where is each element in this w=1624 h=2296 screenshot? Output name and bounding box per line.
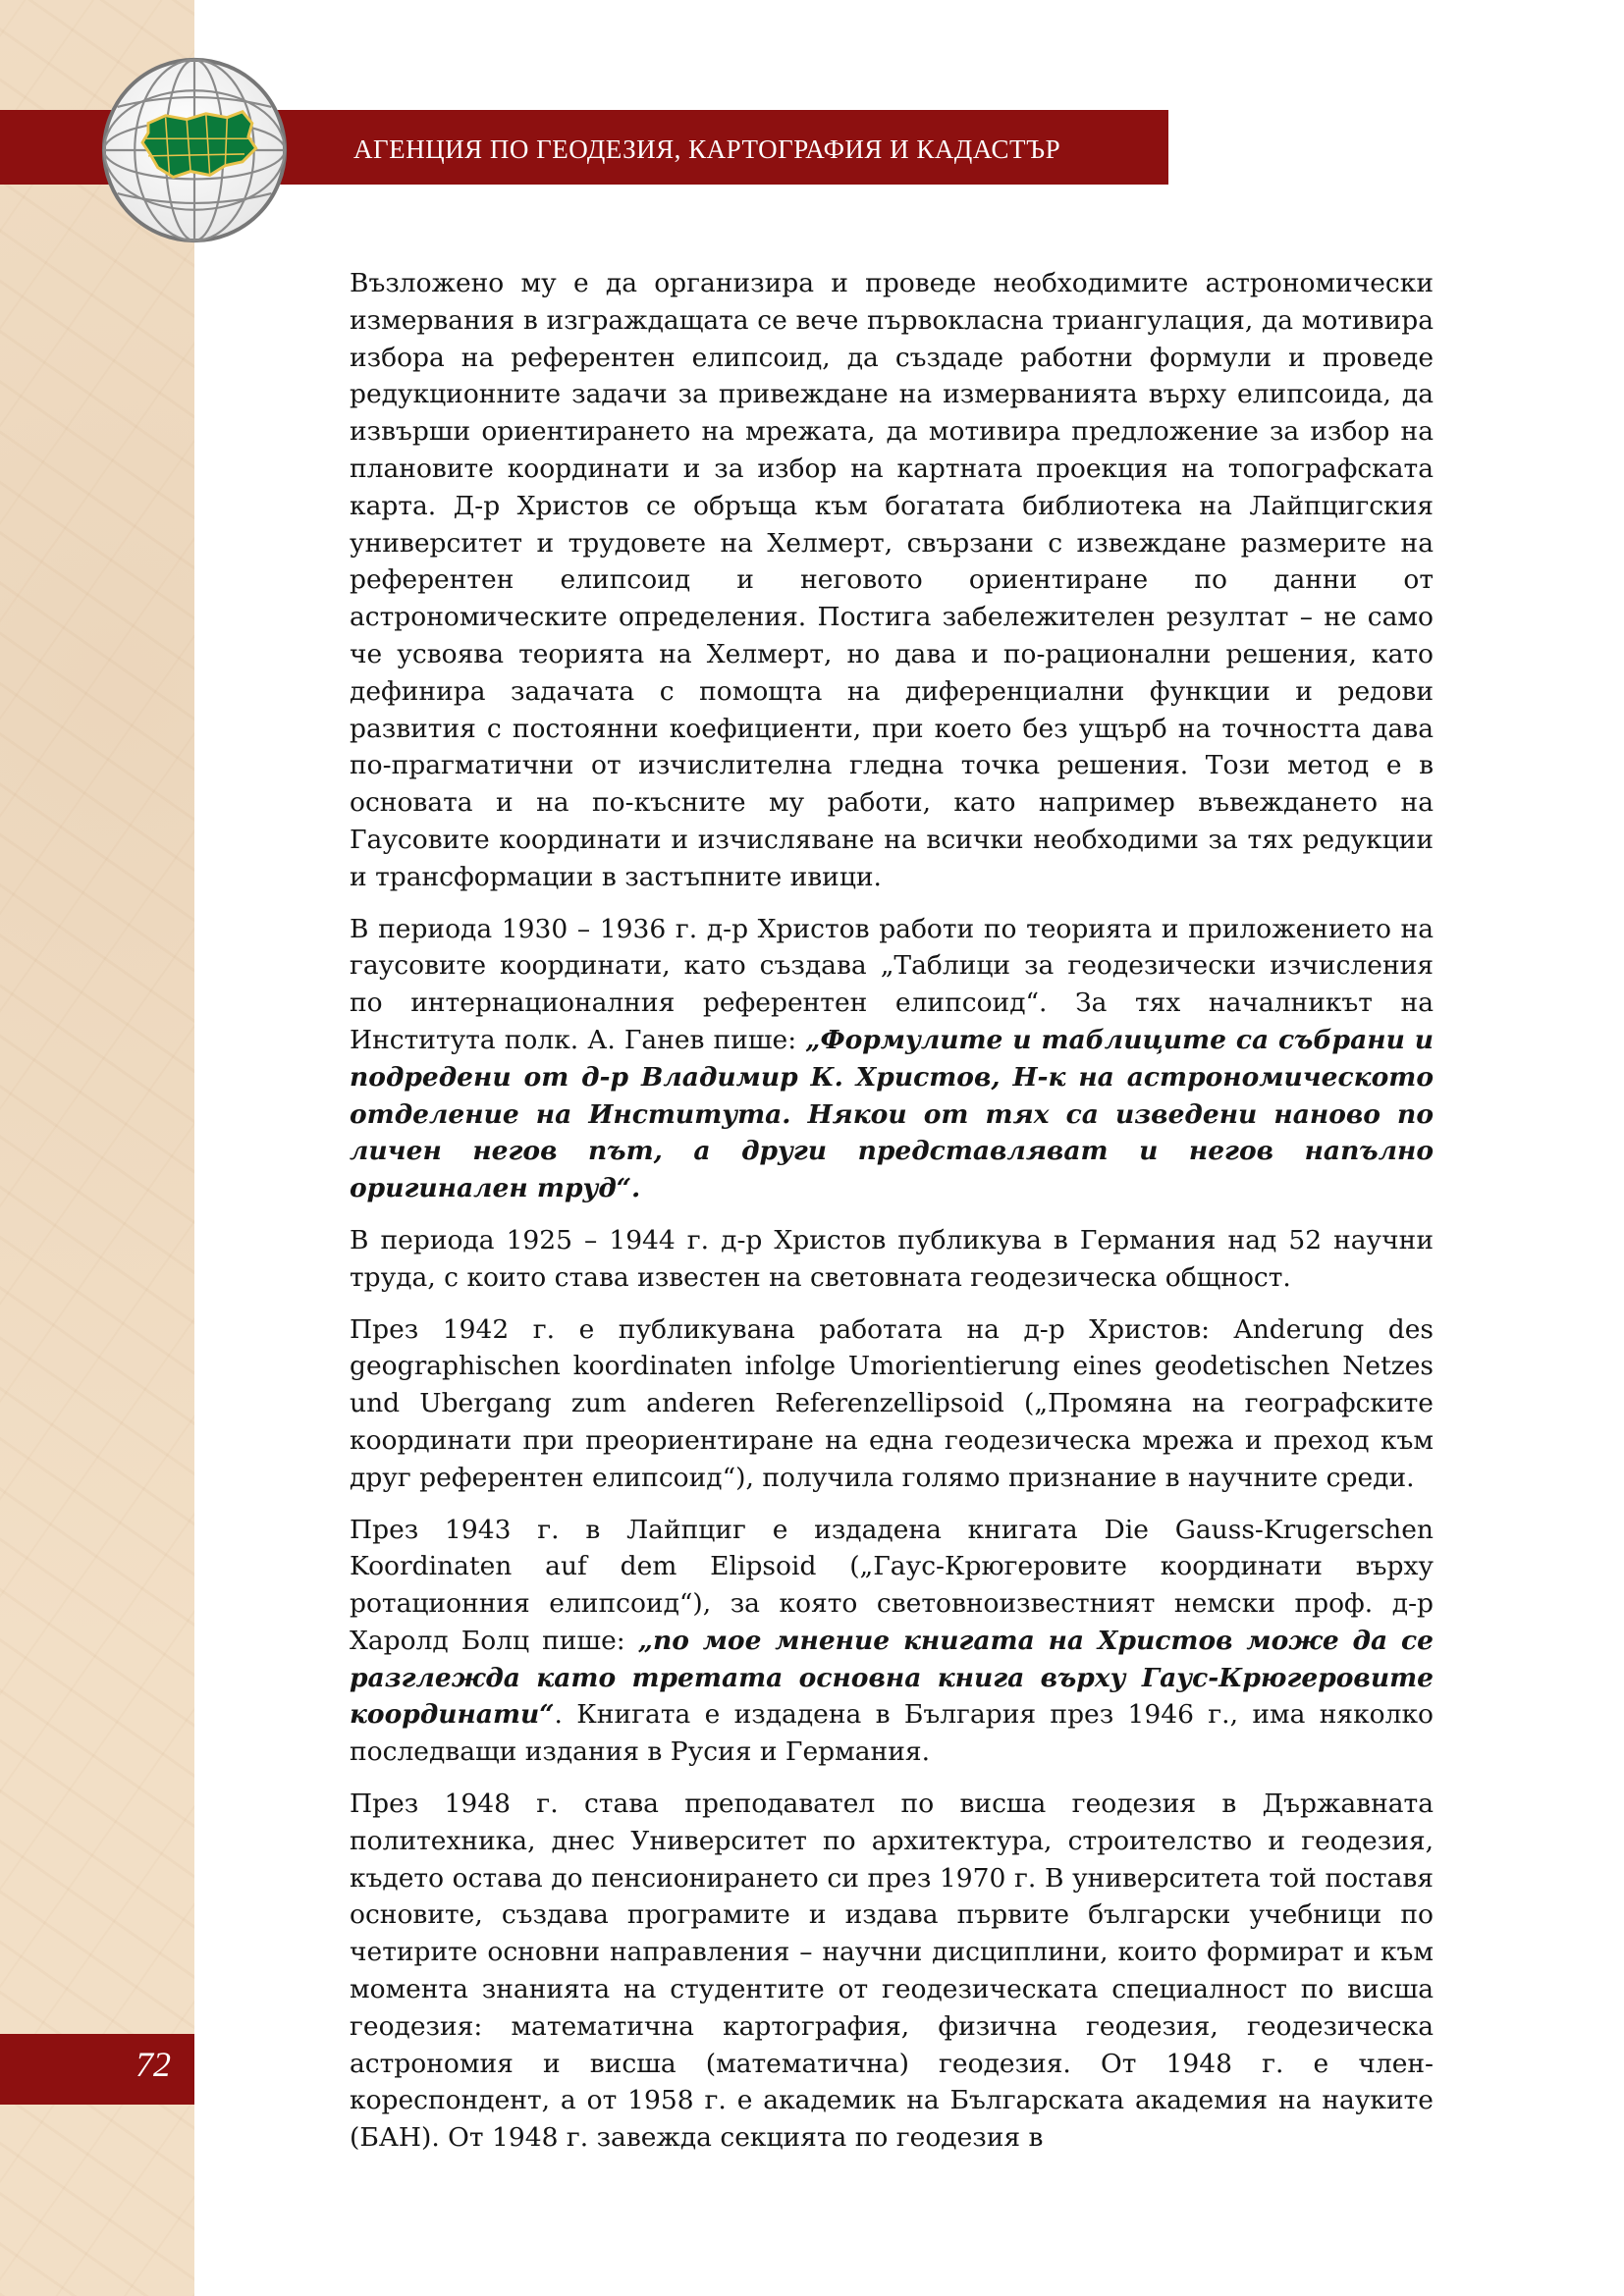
globe-with-bulgaria-map-icon bbox=[98, 54, 291, 246]
paragraph bbox=[350, 911, 1434, 1207]
paragraph-text: . Книгата е издадена в България през 1946 г., има няколко последващи издания в Русия и Германия. bbox=[350, 1699, 1434, 1768]
paragraph: През 1942 г. е публикувана работата на д-р Христов: Anderung des geographischen koordinaten infolge Umorientierung eines geodetischen Netzes und Ubergang zum anderen Referenzellipsoid („Промяна на географските координати при преориентиране на една геодезическа мрежа и преход към друг референтен елипсоид“), получила голямо признание в научните среди. bbox=[350, 1313, 1434, 1493]
paragraph-text: През 1943 г. в Лайпциг е издадена книгата Die Gauss-Krugerschen Koordinaten auf dem Elipsoid („Гаус-Крюгеровите координати върху ротационния елипсоид“), за която световноизвестният немски проф. д-р Харолд Болц пише: bbox=[350, 1514, 1434, 1656]
paragraph: Възложено му е да организира и проведе необходимите астрономически измервания в изграждащата се вече първокласна триангулация, да мотивира избора на референтен елипсоид, да създаде работни формули и проведе редукционните задачи за привеждане на измерванията върху елипсоида, да извърши ориентирането на мрежата, да мотивира предложение за избор на плановите координати и за избор на картната проекция на топографската карта. Д-р Христов се обръща към богатата библиотека на Лайпцигския университет и трудовете на Хелмерт, свързани с извеждане размерите на референтен елипсоид и неговото ориентиране по данни от астрономическите определения. Постига забележителен резултат – не само че усвоява теорията на Хелмерт, но дава и по-рационални решения, като дефинира задачата с помощта на диференциални функции и редови развития с постоянни коефициенти, при което без ущърб на точността дава по-прагматични от изчислителна гледна точка решения. Този метод е в основата и на по-късните му работи, като например въвеждането на Гаусовите координати и изчисляване на всички необходими за тях редукции и трансформации в застъпните ивици. bbox=[350, 268, 1434, 892]
quote: „по мое мнение книгата на Христов може да се разглежда като третата основна книга върху Гаус-Крюгеровите координати“ bbox=[350, 1625, 1434, 1731]
paragraph bbox=[350, 1512, 1434, 1772]
page-number: 72 bbox=[135, 2045, 171, 2084]
decorative-side-strip bbox=[0, 0, 194, 2296]
paragraph: В периода 1925 – 1944 г. д-р Христов публикува в Германия над 52 научни труда, с които става известен на световната геодезическа общност. bbox=[350, 1224, 1434, 1293]
page-number-badge bbox=[0, 2034, 194, 2105]
quote: „Формулите и таблиците са събрани и подредени от д-р Владимир К. Христов, Н-к на астрономическото отделение на Института. Някои от тях са изведени наново по личен негов път, а други представляват и негов напълно оригинален труд“. bbox=[350, 1024, 1434, 1204]
article-body bbox=[350, 265, 1434, 2171]
paragraph-text: В периода 1930 – 1936 г. д-р Христов работи по теорията и приложението на гаусовите координати, като създава „Таблици за геодезически изчисления по интернационалния референтен елипсоид“. За тях началникът на Института полк. А. Ганев пише: bbox=[350, 913, 1434, 1055]
agency-title: АГЕНЦИЯ ПО ГЕОДЕЗИЯ, КАРТОГРАФИЯ И КАДАСТЪР bbox=[353, 134, 1061, 164]
paragraph: През 1948 г. става преподавател по висша геодезия в Държавната политехника, днес Университет по архитектура, строителство и геодезия, където остава до пенсионирането си през 1970 г. В университета той поставя основите, създава програмите и издава първите български учебници по четирите основни направления – научни дисциплини, които формират и към момента знанията на студентите от геодезическата специалност по висша геодезия: математична картография, физична геодезия, геодезическа астрономия и висша (математична) геодезия. От 1948 г. е член-кореспондент, а от 1958 г. е академик на Българската академия на науките (БАН). От 1948 г. завежда секцията по геодезия в bbox=[350, 1789, 1434, 2154]
